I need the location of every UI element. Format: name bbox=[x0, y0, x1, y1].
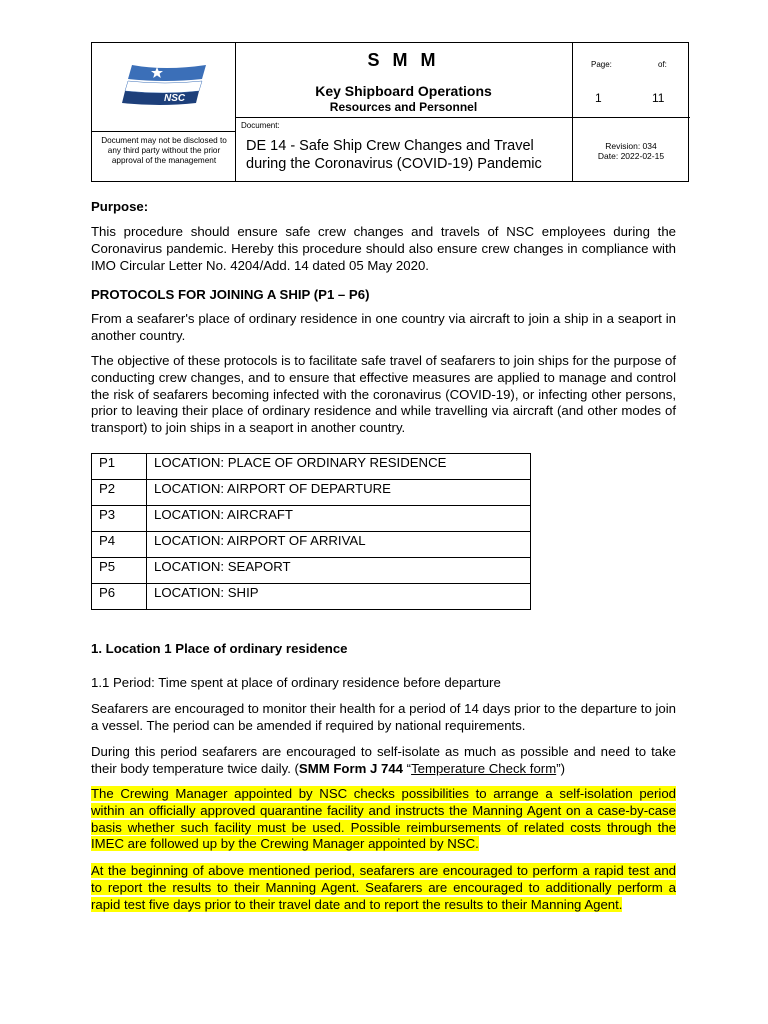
highlighted-text: The Crewing Manager appointed by NSC checks possibilities to arrange a self-isolation period within an officially approved quarantine facility and instructs the Manning Agent on a case-by-case basis whether such facility must be used. Possible reimbursements of related costs through the IMEC are followed up by the Crewing Manager appointed by NSC. bbox=[91, 786, 676, 852]
protocol-location: LOCATION: AIRPORT OF ARRIVAL bbox=[147, 532, 531, 558]
protocol-location: LOCATION: AIRPORT OF DEPARTURE bbox=[147, 480, 531, 506]
protocol-code: P6 bbox=[92, 584, 147, 610]
form-reference: SMM Form J 744 bbox=[298, 760, 403, 776]
paragraph-2-text: During this period seafarers are encouraged to self-isolate as much as possible and need to take their body temperature twice daily. ( bbox=[91, 744, 676, 776]
section-1-paragraph-2 bbox=[91, 744, 676, 778]
purpose-heading: Purpose: bbox=[91, 199, 149, 214]
revision-info bbox=[572, 141, 690, 161]
protocol-location: LOCATION: SEAPORT bbox=[147, 558, 531, 584]
protocol-code: P4 bbox=[92, 532, 147, 558]
protocol-location: LOCATION: SHIP bbox=[147, 584, 531, 610]
section-1-period: 1.1 Period: Time spent at place of ordinary residence before departure bbox=[91, 675, 501, 690]
revision-number: Revision: 034 bbox=[605, 141, 657, 151]
protocol-code: P5 bbox=[92, 558, 147, 584]
protocol-code: P1 bbox=[92, 454, 147, 480]
table-row bbox=[92, 558, 531, 584]
protocols-objective: The objective of these protocols is to facilitate safe travel of seafarers to join ships for the purpose of conducting crew changes, and to ensure that effective measures are applied to manage and control the risk of seafarers becoming infected with the coronavirus (COVID-19), or infecting other persons, prior to leaving their place of ordinary residence and while travelling via aircraft (and other modes of transport) to join ships in a seaport in another country. bbox=[91, 353, 676, 436]
protocols-heading: PROTOCOLS FOR JOINING A SHIP (P1 – P6) bbox=[91, 287, 370, 302]
confidentiality-notice: Document may not be disclosed to any third party without the prior approval of the management bbox=[101, 136, 227, 165]
section-1-paragraph-4 bbox=[91, 863, 676, 913]
page-total: 11 bbox=[652, 91, 665, 105]
temperature-check-form-link[interactable]: Temperature Check form bbox=[411, 760, 557, 776]
table-row bbox=[92, 454, 531, 480]
quote-close: ”) bbox=[556, 760, 565, 776]
protocol-location: LOCATION: AIRCRAFT bbox=[147, 506, 531, 532]
manual-section: Resources and Personnel bbox=[329, 100, 478, 114]
table-row bbox=[92, 532, 531, 558]
purpose-text: This procedure should ensure safe crew changes and travels of NSC employees during the Coronavirus pandemic. Hereby this procedure should also ensure crew changes in compliance with IMO Circular Letter No. 4204/Add. 14 dated 05 May 2020. bbox=[91, 224, 676, 273]
table-row bbox=[92, 480, 531, 506]
manual-subtitle: Key Shipboard Operations bbox=[315, 83, 492, 99]
section-1-paragraph-1: Seafarers are encouraged to monitor their health for a period of 14 days prior to the departure to join a vessel. The period can be amended if required by national requirements. bbox=[91, 701, 676, 733]
of-label: of: bbox=[658, 60, 667, 69]
manual-title: S M M bbox=[367, 50, 440, 70]
protocol-code: P3 bbox=[92, 506, 147, 532]
section-1-paragraph-3 bbox=[91, 786, 676, 853]
protocol-location: LOCATION: PLACE OF ORDINARY RESIDENCE bbox=[147, 454, 531, 480]
highlighted-text: At the beginning of above mentioned period, seafarers are encouraged to perform a rapid test and to report the results to their Manning Agent. Seafarers are encouraged to additionally perform a rapid test five days prior to their travel date and to report the results to their Manning Agent. bbox=[91, 863, 676, 912]
table-row bbox=[92, 506, 531, 532]
logo-text: NSC bbox=[164, 93, 186, 104]
nsc-logo bbox=[120, 61, 210, 105]
document-header bbox=[91, 42, 689, 182]
section-1-heading: 1. Location 1 Place of ordinary residence bbox=[91, 641, 348, 656]
table-row bbox=[92, 584, 531, 610]
protocols-intro: From a seafarer's place of ordinary residence in one country via aircraft to join a ship in a seaport in another country. bbox=[91, 311, 676, 343]
revision-date: Date: 2022-02-15 bbox=[597, 151, 665, 161]
page-number: 1 bbox=[595, 91, 602, 105]
page-label: Page: bbox=[591, 60, 612, 69]
protocol-code: P2 bbox=[92, 480, 147, 506]
quote-open: “ bbox=[403, 760, 412, 776]
document-title: DE 14 - Safe Ship Crew Changes and Travel during the Coronavirus (COVID-19) Pandemic bbox=[246, 138, 542, 172]
protocols-table bbox=[91, 453, 531, 610]
document-label: Document: bbox=[241, 121, 280, 130]
